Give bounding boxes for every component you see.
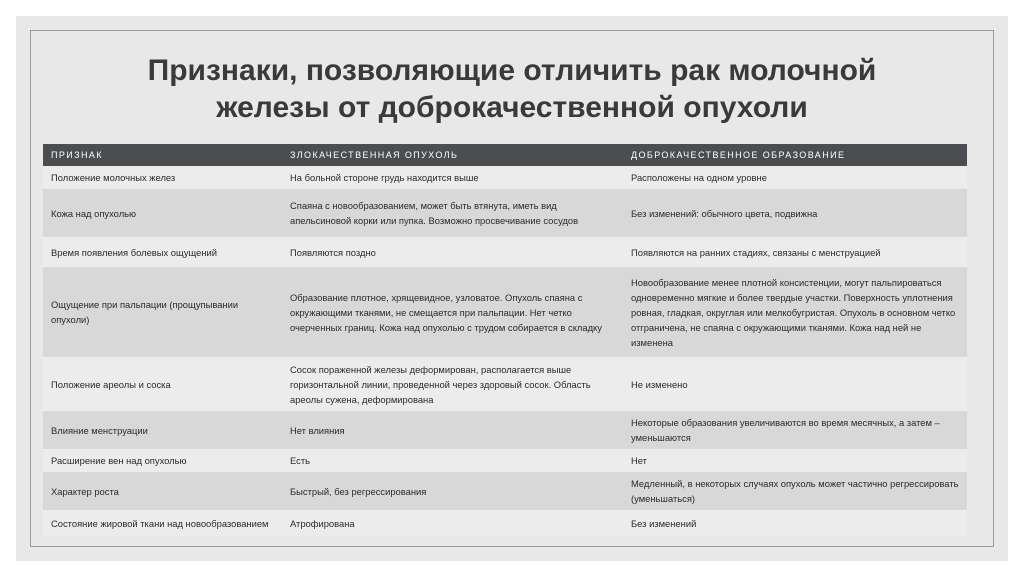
table-row bbox=[43, 267, 967, 357]
cell-feature: Состояние жировой ткани над новообразованием bbox=[43, 510, 282, 536]
cell-malignant: Есть bbox=[282, 449, 623, 472]
title-line-1: Признаки, позволяющие отличить рак молочной bbox=[147, 54, 877, 87]
cell-malignant: На больной стороне грудь находится выше bbox=[282, 166, 623, 189]
title-line-2: железы от доброкачественной опухоли bbox=[216, 91, 808, 124]
cell-feature: Ощущение при пальпации (прощупывании опухоли) bbox=[43, 267, 282, 357]
cell-benign: Не изменено bbox=[623, 357, 967, 411]
cell-feature: Характер роста bbox=[43, 472, 282, 510]
cell-benign: Медленный, в некоторых случаях опухоль может частично регрессировать (уменьшаться) bbox=[623, 472, 967, 510]
cell-malignant: Нет влияния bbox=[282, 411, 623, 449]
table-row bbox=[43, 510, 967, 536]
cell-malignant: Появляются поздно bbox=[282, 237, 623, 267]
cell-feature: Время появления болевых ощущений bbox=[43, 237, 282, 267]
table-row bbox=[43, 166, 967, 189]
slide-title bbox=[16, 52, 1008, 126]
header-benign: ДОБРОКАЧЕСТВЕННОЕ ОБРАЗОВАНИЕ bbox=[623, 144, 967, 166]
cell-benign: Без изменений: обычного цвета, подвижна bbox=[623, 189, 967, 237]
table-row bbox=[43, 189, 967, 237]
table-row bbox=[43, 472, 967, 510]
cell-malignant: Образование плотное, хрящевидное, узловатое. Опухоль спаяна с окружающими тканями, не смещается при пальпации. Нет четко очерченных границ. Кожа над опухолью с трудом собирается в складку bbox=[282, 267, 623, 357]
cell-malignant: Спаяна с новообразованием, может быть втянута, иметь вид апельсиновой корки или пупка. Возможно просвечивание сосудов bbox=[282, 189, 623, 237]
cell-benign: Нет bbox=[623, 449, 967, 472]
cell-benign: Без изменений bbox=[623, 510, 967, 536]
cell-malignant: Быстрый, без регрессирования bbox=[282, 472, 623, 510]
header-feature: ПРИЗНАК bbox=[43, 144, 282, 166]
cell-benign: Некоторые образования увеличиваются во время месячных, а затем – уменьшаются bbox=[623, 411, 967, 449]
header-malignant: ЗЛОКАЧЕСТВЕННАЯ ОПУХОЛЬ bbox=[282, 144, 623, 166]
comparison-table bbox=[43, 144, 967, 536]
cell-feature: Положение молочных желез bbox=[43, 166, 282, 189]
cell-benign: Появляются на ранних стадиях, связаны с менструацией bbox=[623, 237, 967, 267]
cell-feature: Кожа над опухолью bbox=[43, 189, 282, 237]
table-row bbox=[43, 357, 967, 411]
table-row bbox=[43, 237, 967, 267]
slide bbox=[16, 16, 1008, 561]
cell-malignant: Сосок пораженной железы деформирован, располагается выше горизонтальной линии, проведенной через здоровый сосок. Область ареолы сужена, деформирована bbox=[282, 357, 623, 411]
cell-feature: Расширение вен над опухолью bbox=[43, 449, 282, 472]
table-header-row bbox=[43, 144, 967, 166]
table-row bbox=[43, 411, 967, 449]
cell-benign: Новообразование менее плотной консистенции, могут пальпироваться одновременно мягкие и более твердые участки. Поверхность уплотнения ровная, гладкая, округлая или мелкобугристая. Опухоль в основном четко отграничена, не спаяна с окружающими тканями. Кожа над ней не изменена bbox=[623, 267, 967, 357]
cell-feature: Влияние менструации bbox=[43, 411, 282, 449]
cell-feature: Положение ареолы и соска bbox=[43, 357, 282, 411]
cell-benign: Расположены на одном уровне bbox=[623, 166, 967, 189]
cell-malignant: Атрофирована bbox=[282, 510, 623, 536]
table-row bbox=[43, 449, 967, 472]
